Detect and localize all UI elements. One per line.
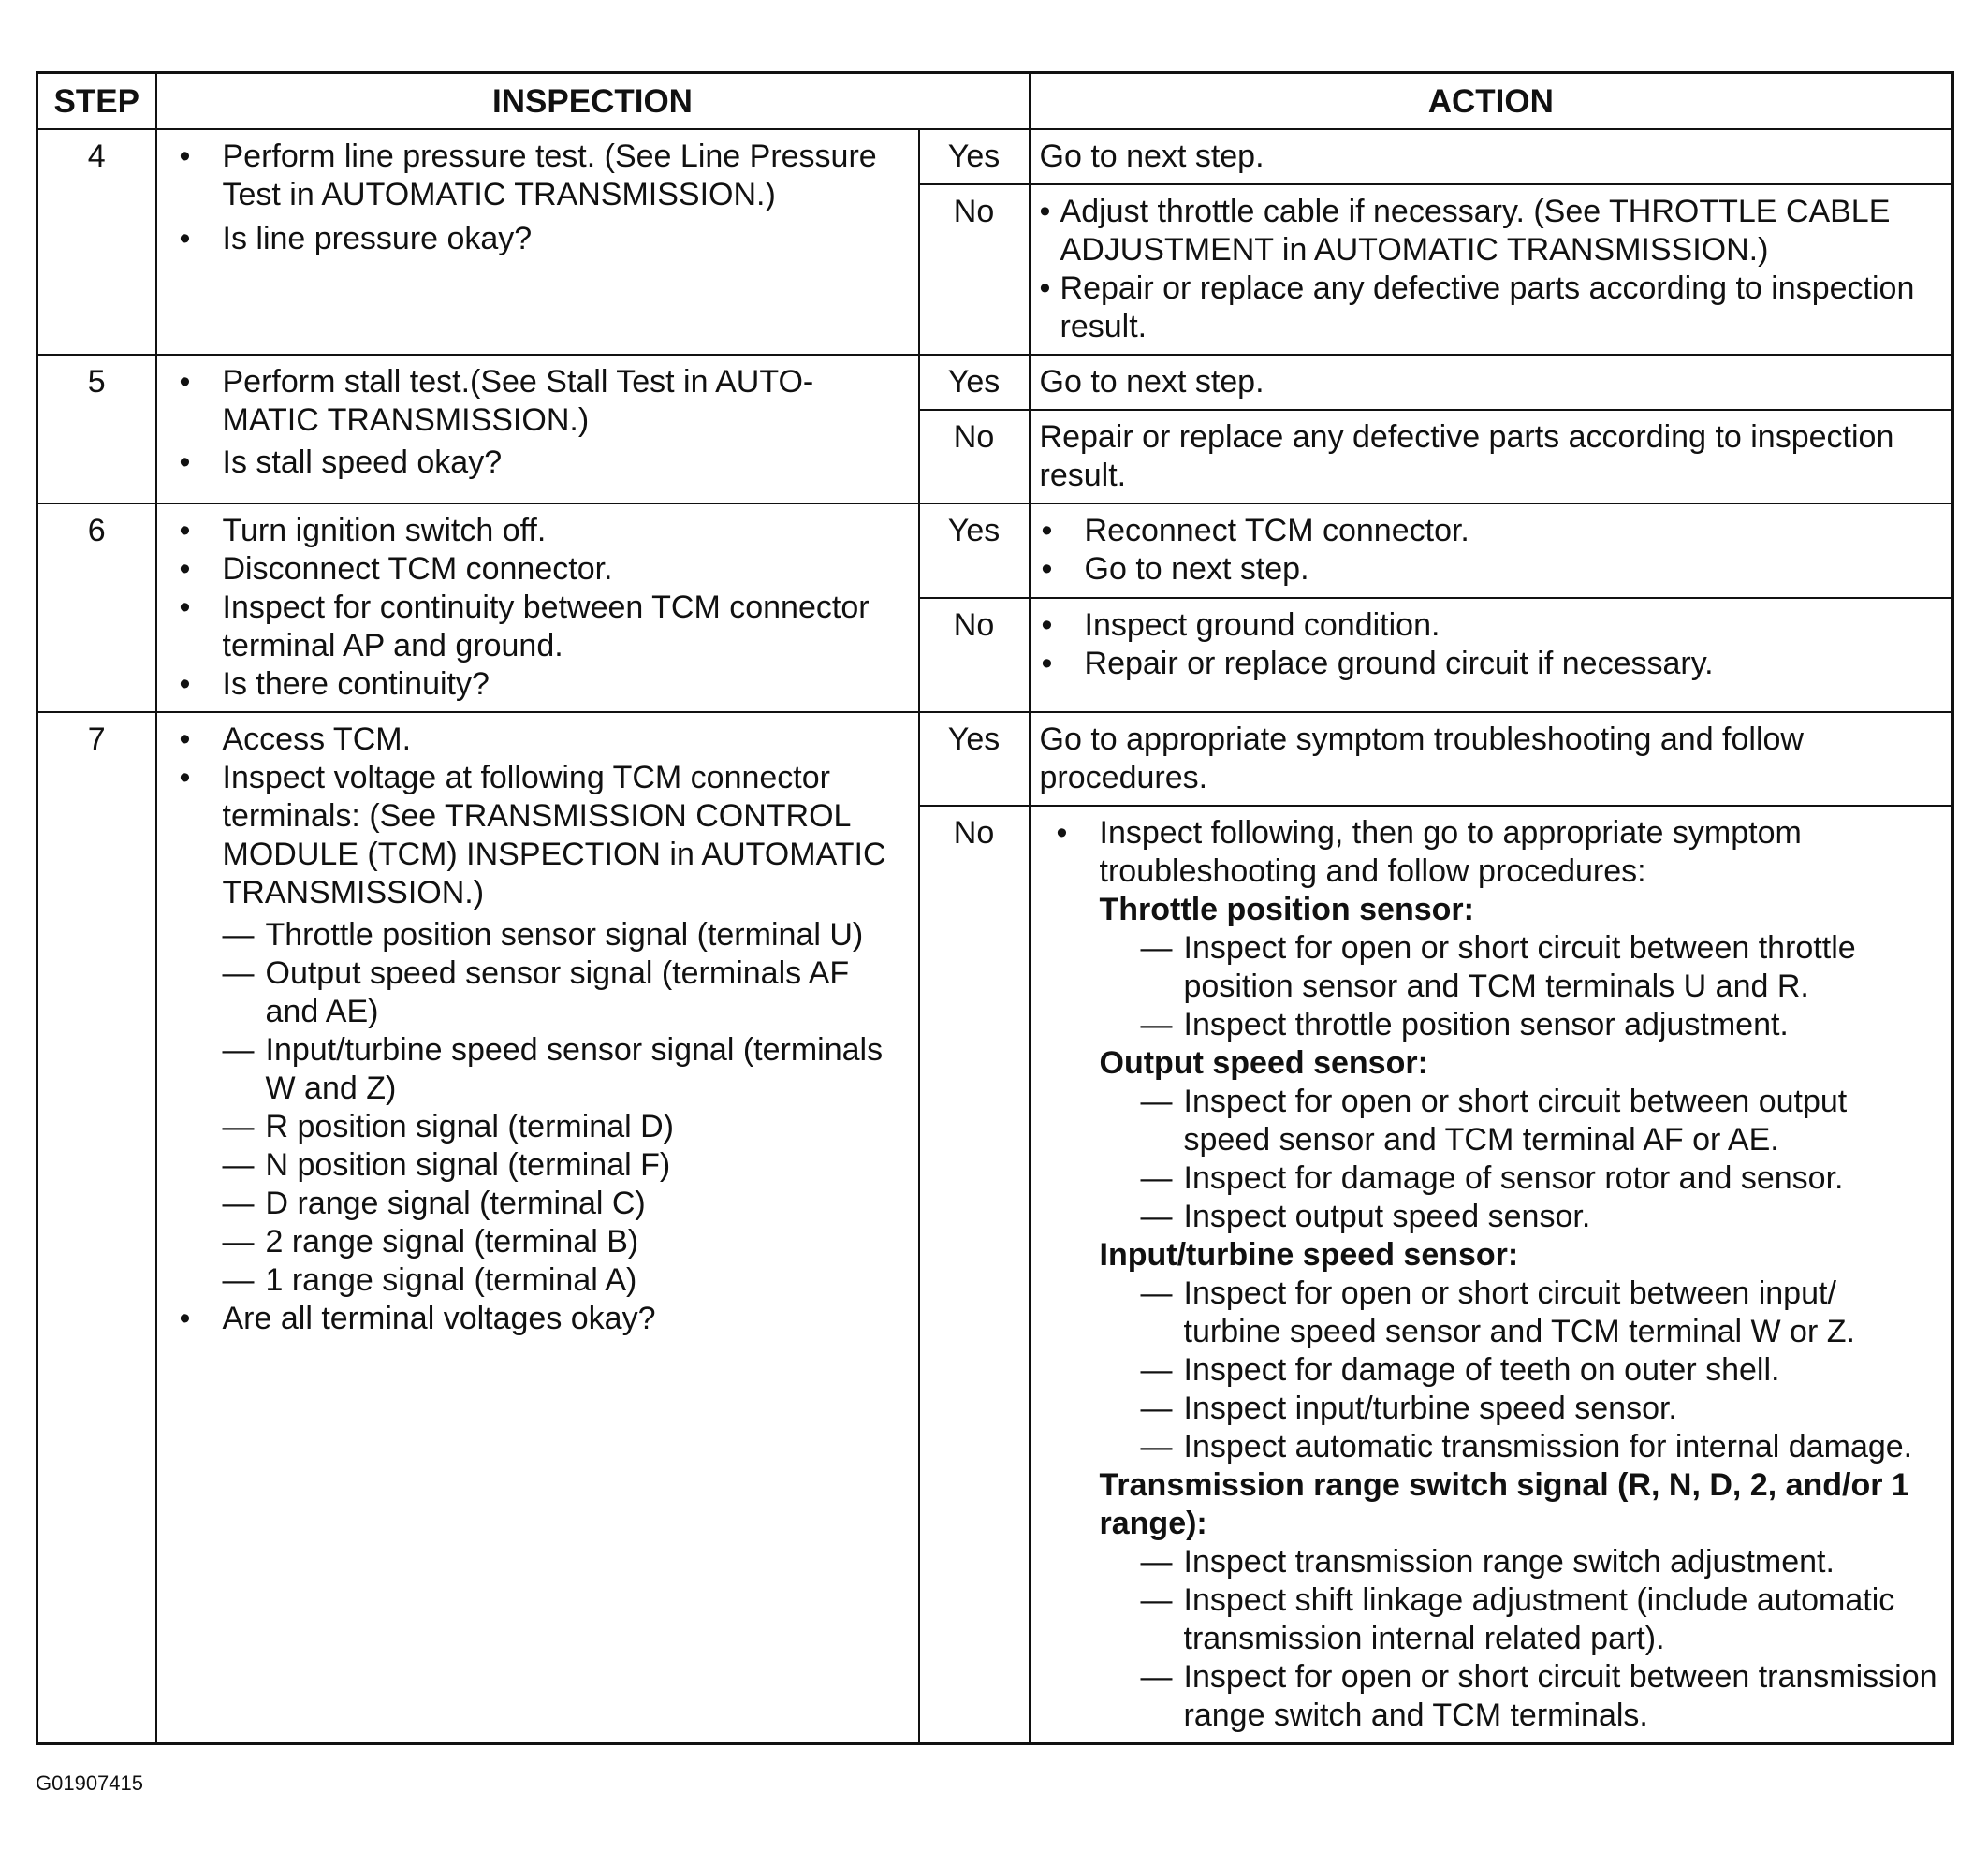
action-item xyxy=(1055,814,1943,1735)
yes-action: Go to appropriate symptom troubleshooting and follow procedures. xyxy=(1030,712,1953,806)
group-item: — Inspect for open or short circuit between throttle position sensor and TCM terminals U and R. xyxy=(1141,929,1943,1006)
table-row-step-5-yes xyxy=(37,355,1953,410)
action-item: • Reconnect TCM connector. xyxy=(1040,512,1943,550)
inspection-item: • Is there continuity? xyxy=(178,665,909,704)
no-action: Repair or replace any defective parts according to inspection result. xyxy=(1030,410,1953,503)
table-row-step-7-yes xyxy=(37,712,1953,806)
no-label: No xyxy=(919,410,1030,503)
no-intro-text: Inspect following, then go to appropriate symptom troubleshooting and follow procedures: xyxy=(1099,815,1802,889)
action-item: • Inspect ground condition. xyxy=(1040,606,1943,645)
signal-item: — R position signal (terminal D) xyxy=(223,1108,909,1146)
inspection-item: • Perform stall test.(See Stall Test in AUTO-MATIC TRANSMISSION.) xyxy=(178,363,909,440)
troubleshooting-table xyxy=(36,71,1954,1745)
table-header-row xyxy=(37,73,1953,130)
group-item: — Inspect input/turbine speed sensor. xyxy=(1141,1390,1943,1428)
inspection-item: • Perform line pressure test. (See Line Pressure Test in AUTOMATIC TRANSMISSION.) xyxy=(178,138,909,214)
step-number: 4 xyxy=(37,129,156,355)
group-item: — Inspect for open or short circuit between transmission range switch and TCM terminals. xyxy=(1141,1658,1943,1735)
inspection-cell xyxy=(156,712,919,1744)
no-label: No xyxy=(919,806,1030,1744)
yes-label: Yes xyxy=(919,503,1030,598)
inspection-item: • Disconnect TCM connector. xyxy=(178,550,909,589)
step-number: 7 xyxy=(37,712,156,1744)
inspection-cell xyxy=(156,129,919,355)
yes-action: Go to next step. xyxy=(1030,355,1953,410)
group-item: — Inspect automatic transmission for internal damage. xyxy=(1141,1428,1943,1466)
group-heading: Throttle position sensor: xyxy=(1099,892,1474,927)
signal-item: — N position signal (terminal F) xyxy=(223,1146,909,1185)
signal-item: — 2 range signal (terminal B) xyxy=(223,1223,909,1261)
action-group-throttle xyxy=(1100,891,1943,1044)
action-item: • Repair or replace any defective parts according to inspection result. xyxy=(1040,269,1943,346)
no-label: No xyxy=(919,598,1030,712)
yes-action xyxy=(1030,503,1953,598)
table-row-step-6-yes xyxy=(37,503,1953,598)
inspection-item: • Turn ignition switch off. xyxy=(178,512,909,550)
no-action xyxy=(1030,184,1953,355)
no-label: No xyxy=(919,184,1030,355)
signal-item: — Output speed sensor signal (terminals AF and AE) xyxy=(223,954,909,1031)
step-column-header: STEP xyxy=(37,73,156,130)
signal-item: — Throttle position sensor signal (terminal U) xyxy=(223,916,909,954)
signal-item: — 1 range signal (terminal A) xyxy=(223,1261,909,1300)
no-action xyxy=(1030,598,1953,712)
signal-item: — D range signal (terminal C) xyxy=(223,1185,909,1223)
inspection-item: • Are all terminal voltages okay? xyxy=(178,1300,909,1338)
inspection-item: • Access TCM. xyxy=(178,721,909,759)
inspection-column-header: INSPECTION xyxy=(156,73,1030,130)
yes-label: Yes xyxy=(919,129,1030,184)
inspection-item: • Inspect for continuity between TCM connector terminal AP and ground. xyxy=(178,589,909,665)
inspection-voltage-text: Inspect voltage at following TCM connector terminals: (See TRANSMISSION CONTROL MODULE (TCM) INSPECTION in AUTOMATIC TRANSMISSION.) xyxy=(222,760,886,910)
action-group-input-turbine xyxy=(1100,1236,1943,1466)
inspection-item xyxy=(178,759,909,1300)
group-item: — Inspect for open or short circuit between input/ turbine speed sensor and TCM terminal W or Z. xyxy=(1141,1275,1943,1351)
inspection-cell xyxy=(156,503,919,712)
step-number: 5 xyxy=(37,355,156,503)
action-item: • Repair or replace ground circuit if necessary. xyxy=(1040,645,1943,683)
action-group-range-switch xyxy=(1100,1466,1943,1735)
group-item: — Inspect for damage of teeth on outer shell. xyxy=(1141,1351,1943,1390)
figure-id: G01907415 xyxy=(36,1771,143,1795)
group-item: — Inspect transmission range switch adjustment. xyxy=(1141,1543,1943,1581)
inspection-item: • Is stall speed okay? xyxy=(178,444,909,482)
group-item: — Inspect throttle position sensor adjustment. xyxy=(1141,1006,1943,1044)
group-item: — Inspect for damage of sensor rotor and sensor. xyxy=(1141,1159,1943,1198)
group-item: — Inspect for open or short circuit between output speed sensor and TCM terminal AF or AE. xyxy=(1141,1083,1943,1159)
yes-label: Yes xyxy=(919,712,1030,806)
action-column-header: ACTION xyxy=(1030,73,1953,130)
group-heading: Input/turbine speed sensor: xyxy=(1099,1237,1519,1273)
signal-item: — Input/turbine speed sensor signal (terminals W and Z) xyxy=(223,1031,909,1108)
group-item: — Inspect shift linkage adjustment (include automatic transmission internal related part). xyxy=(1141,1581,1943,1658)
group-heading: Output speed sensor: xyxy=(1099,1045,1428,1081)
no-action xyxy=(1030,806,1953,1744)
group-heading: Transmission range switch signal (R, N, D, 2, and/or 1 range): xyxy=(1099,1467,1909,1541)
action-group-output-speed xyxy=(1100,1044,1943,1236)
yes-label: Yes xyxy=(919,355,1030,410)
yes-action: Go to next step. xyxy=(1030,129,1953,184)
signal-list xyxy=(223,916,909,1300)
action-item: • Adjust throttle cable if necessary. (See THROTTLE CABLE ADJUSTMENT in AUTOMATIC TRANSMISSION.) xyxy=(1040,193,1943,269)
step-number: 6 xyxy=(37,503,156,712)
inspection-item: • Is line pressure okay? xyxy=(178,220,909,258)
group-item: — Inspect output speed sensor. xyxy=(1141,1198,1943,1236)
action-item: • Go to next step. xyxy=(1040,550,1943,589)
inspection-cell xyxy=(156,355,919,503)
table-row-step-4-yes xyxy=(37,129,1953,184)
troubleshooting-table-container xyxy=(36,71,1951,1745)
